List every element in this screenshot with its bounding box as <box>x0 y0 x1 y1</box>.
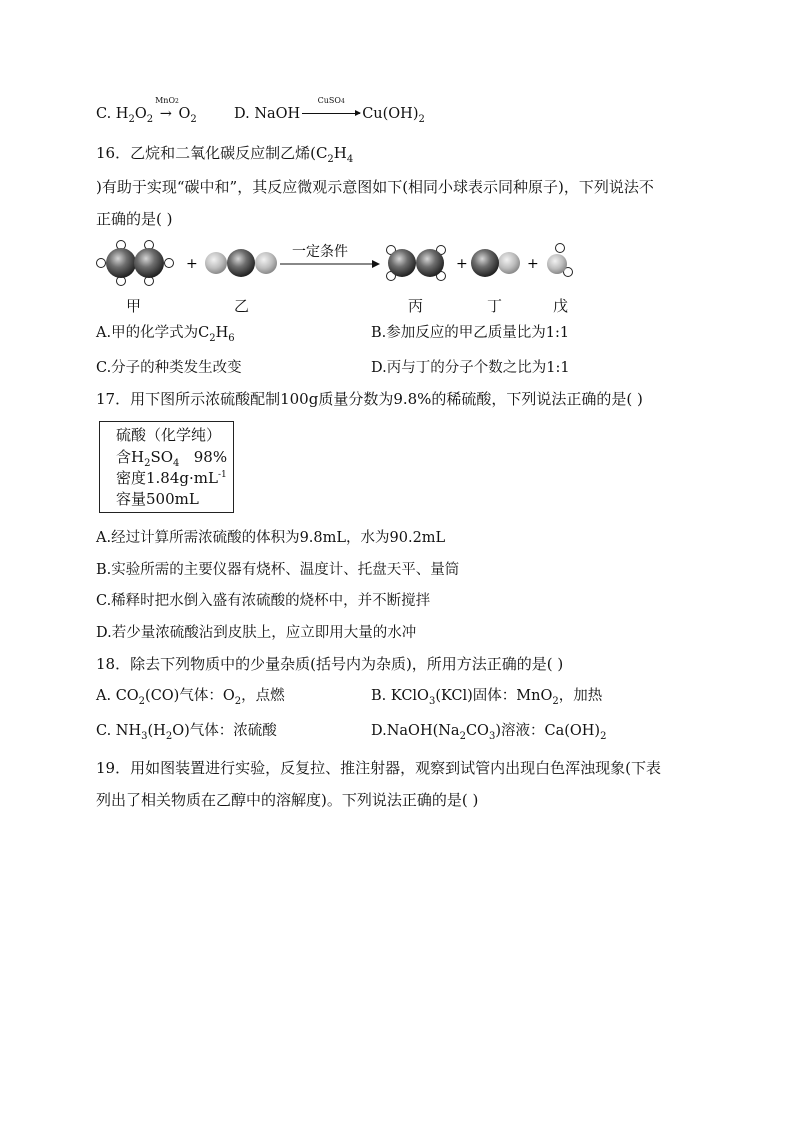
reagent-capacity: 容量500mL <box>116 490 199 508</box>
plus-sign: + <box>456 256 468 272</box>
label-ding: 丁 <box>487 297 503 315</box>
q18-option-a: A. $CO_2(CO)$气体：$O_2$，点燃 <box>96 688 285 707</box>
molecule-ding <box>471 249 520 277</box>
reaction-arrow: CuSO4 <box>302 104 360 124</box>
reaction-micro-diagram <box>90 236 590 294</box>
q19-stem-line1: 19．用如图装置进行实验，反复拉、推注射器，观察到试管内出现白色浑浊现象(下表 <box>96 759 661 777</box>
molecule-bing <box>387 246 446 281</box>
label-wu: 戊 <box>553 297 569 315</box>
q16-option-b: B.参加反应的甲乙质量比为1:1 <box>371 325 570 341</box>
q18-stem: 18．除去下列物质中的少量杂质(括号内为杂质)，所用方法正确的是( ) <box>96 655 564 673</box>
reagent-content: 含$H_2SO_4$ 98% <box>116 448 228 469</box>
molecule-jia <box>97 241 174 286</box>
reaction-condition: 一定条件 <box>292 244 348 260</box>
molecule-yi <box>205 249 277 277</box>
reagent-density: 密度$1.84g\cdot mL^{-1}$ <box>116 469 227 487</box>
q17-option-c: C.稀释时把水倒入盛有浓硫酸的烧杯中，并不断搅拌 <box>96 593 431 609</box>
q18-option-c: C. $NH_3(H_2O)$气体：浓硫酸 <box>96 723 277 742</box>
label-bing: 丙 <box>408 297 424 315</box>
q17-option-a: A.经过计算所需浓硫酸的体积为9.8mL，水为90.2mL <box>96 530 446 546</box>
q17-option-b: B.实验所需的主要仪器有烧杯、温度计、托盘天平、量筒 <box>96 562 460 578</box>
reaction-arrow: MnO2 → <box>155 96 179 122</box>
q17-stem: 17．用下图所示浓硫酸配制100g质量分数为9.8%的稀硫酸，下列说法正确的是( ) <box>96 390 643 408</box>
reagent-name: 硫酸（化学纯） <box>116 426 222 444</box>
q16-option-d: D.丙与丁的分子个数之比为1:1 <box>371 360 570 376</box>
q16-stem-line3: 正确的是( ) <box>96 210 173 228</box>
label-jia: 甲 <box>126 297 142 315</box>
q18-option-b: B. KClO$_3$(KCl)固体：MnO$_2$，加热 <box>371 688 603 707</box>
q16-stem-line2: )有助于实现“碳中和”，其反应微观示意图如下(相同小球表示同种原子)，下列说法不 <box>96 178 654 196</box>
q15-option-c: C. $H_2O_2$ MnO2 → $O_2$ <box>96 96 197 125</box>
q17-option-d: D.若少量浓硫酸沾到皮肤上，应立即用大量的水冲 <box>96 625 417 641</box>
plus-sign: + <box>527 256 539 272</box>
q19-stem-line2: 列出了相关物质在乙醇中的溶解度)。下列说法正确的是( ) <box>96 791 479 809</box>
label-yi: 乙 <box>234 297 250 315</box>
q16-option-a: A.甲的化学式为$C_2H_6$ <box>96 325 235 344</box>
reagent-label-box <box>99 421 234 513</box>
q16-stem-line1: 16．乙烷和二氧化碳反应制乙烯($C_2H_4$ <box>96 144 354 165</box>
molecule-wu <box>547 244 573 277</box>
plus-sign: + <box>186 256 198 272</box>
q18-option-d: $D.NaOH(Na_2CO_3)$溶液：$Ca(OH)_2$ <box>371 723 607 742</box>
q15-option-d: D. NaOH CuSO4 $Cu(OH)_2$ <box>234 96 425 125</box>
q16-option-c: C.分子的种类发生改变 <box>96 360 242 376</box>
